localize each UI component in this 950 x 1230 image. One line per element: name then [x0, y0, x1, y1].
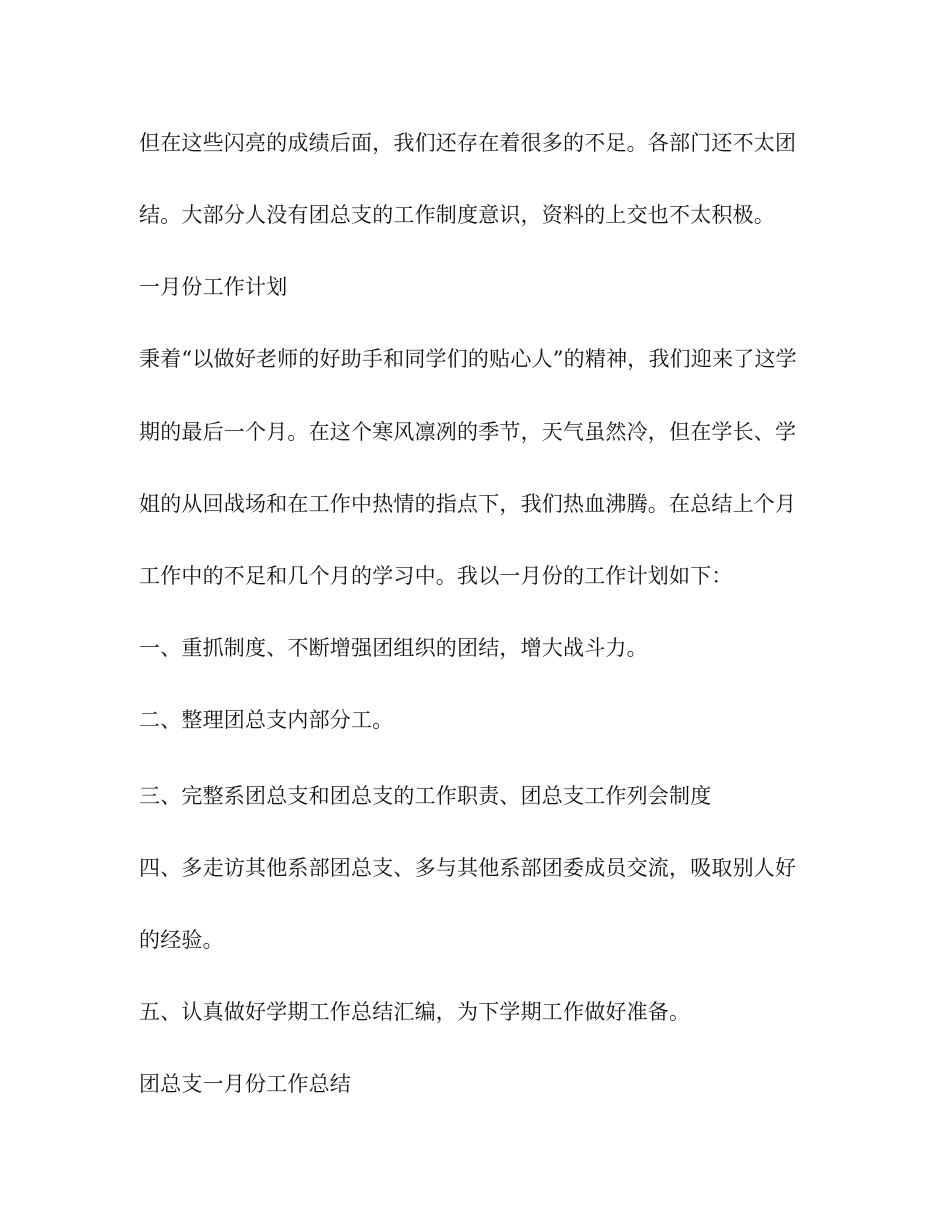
section-heading: 一月份工作计划	[139, 275, 288, 299]
paragraph-line: 结。大部分人没有团总支的工作制度意识，资料的上交也不太积极。	[139, 203, 775, 227]
paragraph-line: 姐的从回战场和在工作中热情的指点下，我们热血沸腾。在总结上个月	[139, 492, 797, 516]
list-item: 三、完整系团总支和团总支的工作职责、团总支工作列会制度	[139, 784, 712, 808]
paragraph-line: 期的最后一个月。在这个寒风凛冽的季节，天气虽然冷，但在学长、学	[139, 420, 797, 444]
paragraph-line: 秉着“以做好老师的好助手和同学们的贴心人”的精神，我们迎来了这学	[139, 347, 797, 371]
list-item: 二、整理团总支内部分工。	[139, 708, 394, 732]
list-item: 四、多走访其他系部团总支、多与其他系部团委成员交流，吸取别人好	[139, 856, 797, 880]
list-item-continuation: 的经验。	[139, 928, 224, 952]
list-item: 一、重抓制度、不断增强团组织的团结，增大战斗力。	[139, 636, 648, 660]
paragraph-line: 工作中的不足和几个月的学习中。我以一月份的工作计划如下：	[139, 564, 733, 588]
list-item: 五、认真做好学期工作总结汇编，为下学期工作做好准备。	[139, 1000, 691, 1024]
paragraph-line: 但在这些闪亮的成绩后面，我们还存在着很多的不足。各部门还不太团	[139, 131, 797, 155]
section-heading: 团总支一月份工作总结	[139, 1072, 351, 1096]
